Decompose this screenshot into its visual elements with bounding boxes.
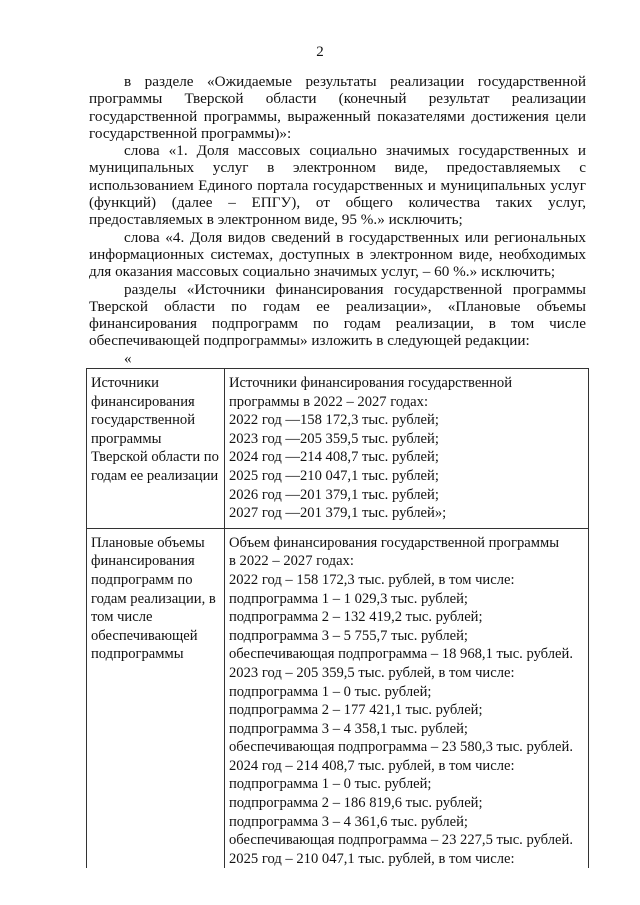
table-line: 2022 год —158 172,3 тыс. рублей;: [229, 412, 439, 429]
table-line: подпрограмма 1 – 0 тыс. рублей;: [229, 683, 432, 700]
table-line: подпрограмма 1 – 0 тыс. рублей;: [229, 776, 432, 793]
table-line: Источники финансирования государственной: [229, 375, 513, 391]
table-line: в 2022 – 2027 годах:: [229, 553, 354, 570]
table-line: Объем финансирования государственной программы: [229, 534, 560, 551]
page-number: 2: [316, 44, 324, 60]
funding-sources-values: [225, 369, 589, 529]
table-line: 2023 год —205 359,5 тыс. рублей;: [229, 430, 439, 447]
table-line: подпрограмма 2 – 177 421,1 тыс. рублей;: [229, 702, 483, 719]
table-row: [87, 369, 589, 529]
body-text: [89, 73, 586, 367]
paragraph-remove-item-4: слова «4. Доля видов сведений в государственных или региональных информационных системах, доступных в электронном виде, необходимых для оказания массовых социально значимых услуг, – 60 %.» исключить;: [89, 228, 586, 281]
paragraph-expected-results: в разделе «Ожидаемые результаты реализации государственной программы Тверской области (конечный результат реализации государственной программы, выраженный показателями достижения цели государственной программы)»:: [89, 73, 586, 142]
opening-quote: «: [124, 349, 132, 367]
table-line: 2026 год —201 379,1 тыс. рублей;: [229, 486, 439, 503]
paragraph-sections-new-edition: разделы «Источники финансирования государственной программы Тверской области по годам ее реализации», «Плановые объемы финансирования подпрограмм по годам реализации, в том числе обеспечивающей подпрограммы» изложить в следующей редакции:: [89, 280, 586, 350]
table-line: 2023 год – 205 359,5 тыс. рублей, в том числе:: [229, 664, 515, 681]
table-line: 2025 год —210 047,1 тыс. рублей;: [229, 467, 439, 484]
table-line: подпрограмма 3 – 5 755,7 тыс. рублей;: [229, 627, 468, 644]
table-line: 2024 год – 214 408,7 тыс. рублей, в том числе:: [229, 757, 515, 774]
table-line: подпрограмма 2 – 186 819,6 тыс. рублей;: [229, 795, 483, 812]
table-line: подпрограмма 3 – 4 361,6 тыс. рублей;: [229, 813, 468, 830]
table-line: подпрограмма 1 – 1 029,3 тыс. рублей;: [229, 590, 468, 607]
table-line: обеспечивающая подпрограмма – 23 227,5 тыс. рублей.: [229, 832, 573, 849]
table-line: обеспечивающая подпрограмма – 18 968,1 тыс. рублей.: [229, 646, 573, 663]
table-row: [87, 528, 589, 868]
table-line: 2025 год – 210 047,1 тыс. рублей, в том числе:: [229, 850, 515, 867]
planned-volumes-label: Плановые объемы финансирования подпрограмм по годам реализации, в том числе обеспечивающей подпрограммы: [87, 528, 225, 868]
table-line: подпрограмма 2 – 132 419,2 тыс. рублей;: [229, 609, 483, 626]
table-line: 2027 год —201 379,1 тыс. рублей»;: [229, 505, 447, 522]
table-line: 2024 год —214 408,7 тыс. рублей;: [229, 449, 439, 466]
paragraph-remove-item-1: слова «1. Доля массовых социально значимых государственных и муниципальных услуг в электронном виде, предоставляемых с использованием Единого портала государственных и муниципальных услуг (функций) (далее – ЕПГУ), от общего количества таких услуг, предоставляемых в электронном виде, 95 %.» исключить;: [89, 142, 586, 229]
funding-sources-label: Источники финансирования государственной программы Тверской области по годам ее реализации: [87, 369, 225, 529]
table-line: программы в 2022 – 2027 годах:: [229, 393, 428, 410]
financing-table: [86, 368, 589, 868]
table-line: подпрограмма 3 – 4 358,1 тыс. рублей;: [229, 720, 468, 737]
planned-volumes-values: [225, 528, 589, 868]
table-line: 2022 год – 158 172,3 тыс. рублей, в том числе:: [229, 571, 515, 588]
table-line: обеспечивающая подпрограмма – 23 580,3 тыс. рублей.: [229, 739, 573, 756]
